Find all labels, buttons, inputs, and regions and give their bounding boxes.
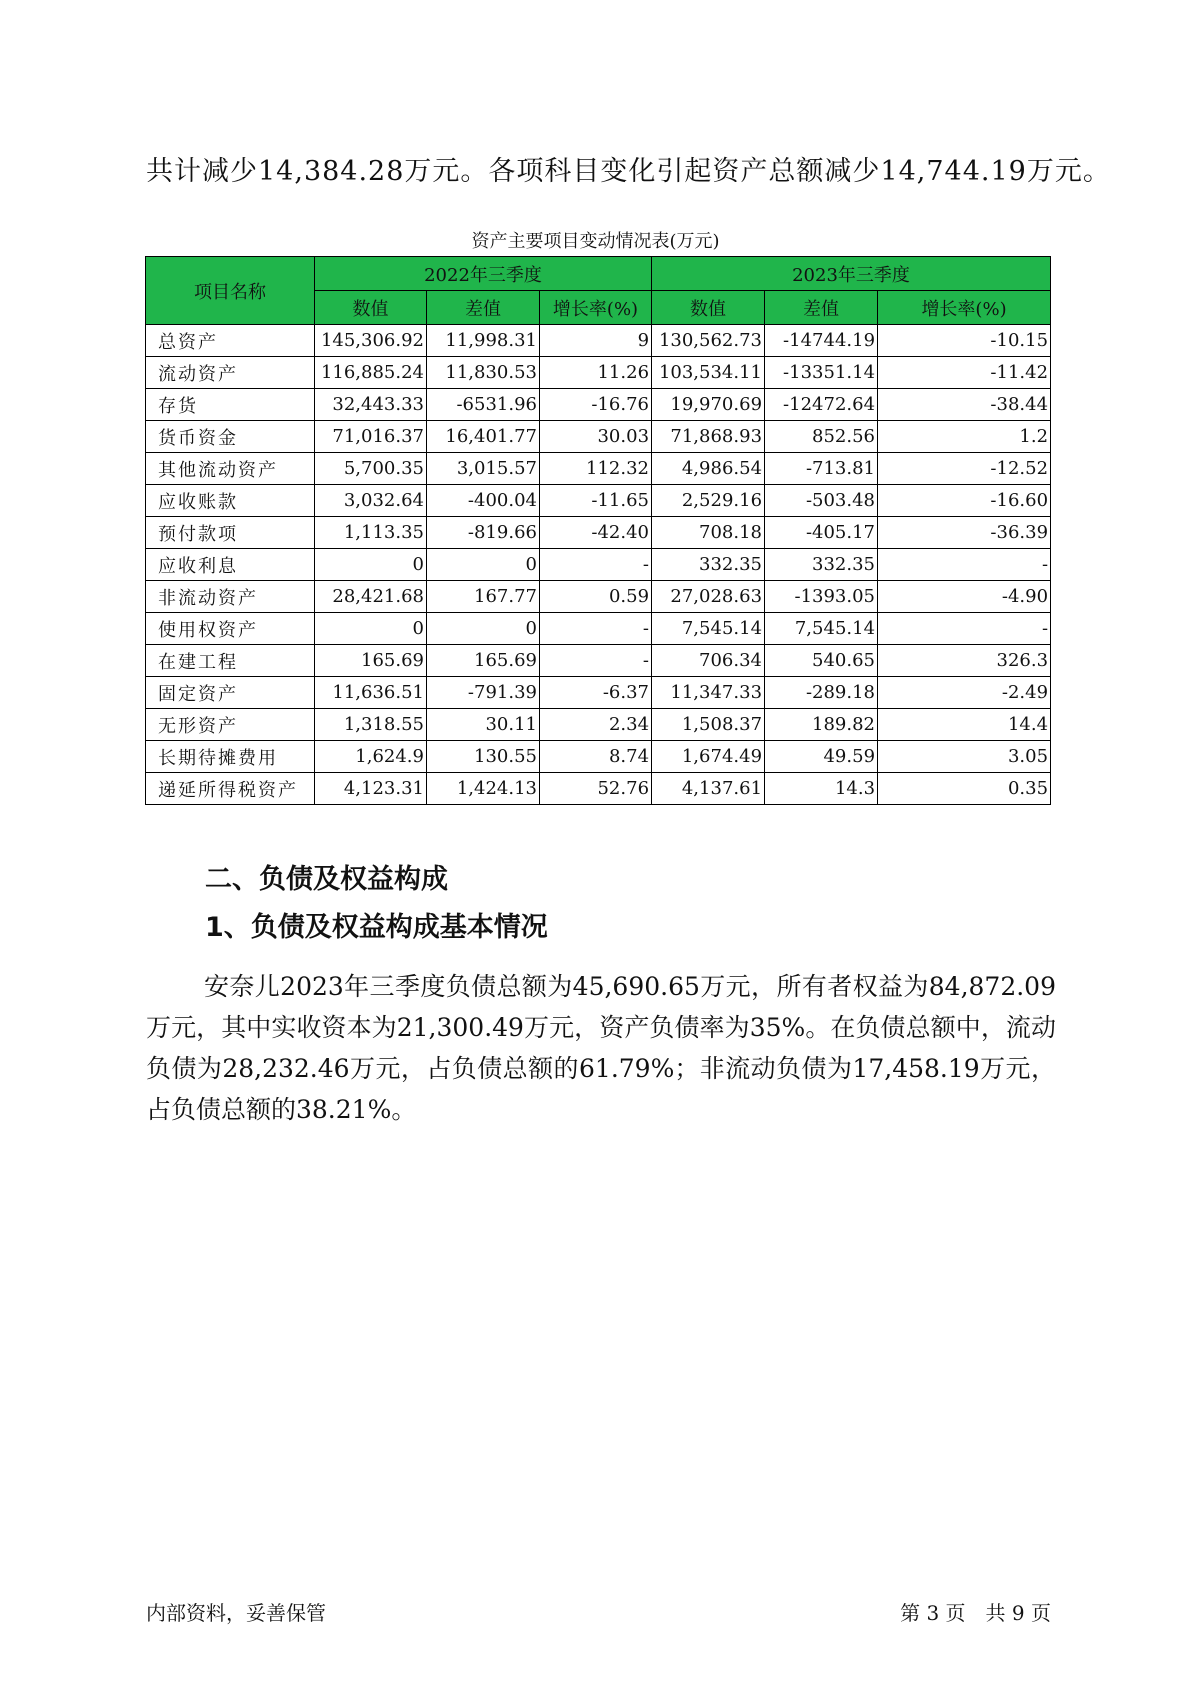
header-period-2022: 2022年三季度 [315, 257, 652, 291]
table-cell: 540.65 [765, 645, 878, 677]
table-cell: -6.37 [540, 677, 652, 709]
table-cell: 852.56 [765, 421, 878, 453]
table-cell: 4,123.31 [315, 773, 427, 805]
table-cell: 3,032.64 [315, 485, 427, 517]
table-cell: 11,347.33 [652, 677, 765, 709]
table-cell: 3,015.57 [427, 453, 540, 485]
table-cell: - [540, 549, 652, 581]
table-row [146, 741, 1051, 773]
table-cell: -42.40 [540, 517, 652, 549]
table-cell: 1,318.55 [315, 709, 427, 741]
header-sub-diff: 差值 [427, 291, 540, 325]
table-row [146, 357, 1051, 389]
table-cell: 1,508.37 [652, 709, 765, 741]
row-item-name: 预付款项 [146, 517, 315, 549]
table-cell: 32,443.33 [315, 389, 427, 421]
body-paragraph: 安奈儿2023年三季度负债总额为45,690.65万元，所有者权益为84,872.09万元，其中实收资本为21,300.49万元，资产负债率为35%。在负债总额中，流动负债为28,232.46万元，占负债总额的61.79%；非流动负债为17,458.19万元，占负债总额的38.21%。 [146, 972, 1056, 1124]
table-cell: 165.69 [427, 645, 540, 677]
table-row [146, 645, 1051, 677]
table-cell: 1,424.13 [427, 773, 540, 805]
table-cell: 11,830.53 [427, 357, 540, 389]
table-cell: 332.35 [652, 549, 765, 581]
table-cell: -4.90 [878, 581, 1051, 613]
table-cell: -36.39 [878, 517, 1051, 549]
table-cell: 145,306.92 [315, 325, 427, 357]
header-item-name: 项目名称 [146, 257, 315, 325]
table-cell: -1393.05 [765, 581, 878, 613]
table-cell: -2.49 [878, 677, 1051, 709]
table-cell: 165.69 [315, 645, 427, 677]
table-cell: 14.3 [765, 773, 878, 805]
table-cell: - [878, 613, 1051, 645]
table-cell: 167.77 [427, 581, 540, 613]
table-cell: 9 [540, 325, 652, 357]
header-sub-growth: 增长率(%) [540, 291, 652, 325]
table-cell: 2,529.16 [652, 485, 765, 517]
footer-page-number: 第 3 页 共 9 页 [900, 1601, 1051, 1625]
table-cell: -11.65 [540, 485, 652, 517]
table-cell: -400.04 [427, 485, 540, 517]
table-cell: - [540, 613, 652, 645]
table-cell: 5,700.35 [315, 453, 427, 485]
row-item-name: 非流动资产 [146, 581, 315, 613]
table-cell: 0 [315, 549, 427, 581]
table-cell: 11,636.51 [315, 677, 427, 709]
row-item-name: 无形资产 [146, 709, 315, 741]
footer-confidential: 内部资料，妥善保管 [146, 1601, 326, 1625]
table-cell: -16.60 [878, 485, 1051, 517]
table-cell: 1.2 [878, 421, 1051, 453]
table-cell: 8.74 [540, 741, 652, 773]
table-cell: -503.48 [765, 485, 878, 517]
table-row [146, 677, 1051, 709]
table-row [146, 517, 1051, 549]
table-cell: 71,016.37 [315, 421, 427, 453]
table-caption: 资产主要项目变动情况表(万元) [471, 231, 720, 252]
table-cell: 103,534.11 [652, 357, 765, 389]
table-cell: 7,545.14 [765, 613, 878, 645]
row-item-name: 固定资产 [146, 677, 315, 709]
table-body [146, 325, 1051, 805]
table-row [146, 549, 1051, 581]
table-cell: 14.4 [878, 709, 1051, 741]
table-cell: 11.26 [540, 357, 652, 389]
row-item-name: 使用权资产 [146, 613, 315, 645]
table-cell: 49.59 [765, 741, 878, 773]
row-item-name: 应收利息 [146, 549, 315, 581]
table-cell: -14744.19 [765, 325, 878, 357]
table-cell: 130.55 [427, 741, 540, 773]
table-row [146, 581, 1051, 613]
table-cell: 0.59 [540, 581, 652, 613]
table-row [146, 389, 1051, 421]
table-row [146, 421, 1051, 453]
table-cell: -819.66 [427, 517, 540, 549]
row-item-name: 流动资产 [146, 357, 315, 389]
table-cell: 1,674.49 [652, 741, 765, 773]
table-cell: -38.44 [878, 389, 1051, 421]
table-row [146, 485, 1051, 517]
table-row [146, 325, 1051, 357]
table-cell: 4,986.54 [652, 453, 765, 485]
table-cell: 112.32 [540, 453, 652, 485]
table-cell: 7,545.14 [652, 613, 765, 645]
row-item-name: 在建工程 [146, 645, 315, 677]
table-cell: 706.34 [652, 645, 765, 677]
table-cell: 0 [427, 549, 540, 581]
table-cell: -12472.64 [765, 389, 878, 421]
table-cell: 27,028.63 [652, 581, 765, 613]
asset-change-table [145, 256, 1051, 805]
table-cell: - [878, 549, 1051, 581]
table-cell: 52.76 [540, 773, 652, 805]
row-item-name: 应收账款 [146, 485, 315, 517]
header-period-2023: 2023年三季度 [652, 257, 1051, 291]
section-heading: 二、负债及权益构成 [205, 864, 448, 895]
row-item-name: 长期待摊费用 [146, 741, 315, 773]
table-cell: -16.76 [540, 389, 652, 421]
table-cell: -791.39 [427, 677, 540, 709]
row-item-name: 存货 [146, 389, 315, 421]
table-cell: - [540, 645, 652, 677]
table-cell: 0 [427, 613, 540, 645]
table-row [146, 773, 1051, 805]
table-cell: 16,401.77 [427, 421, 540, 453]
table-cell: -289.18 [765, 677, 878, 709]
table-cell: 4,137.61 [652, 773, 765, 805]
table-cell: 0.35 [878, 773, 1051, 805]
header-sub-growth: 增长率(%) [878, 291, 1051, 325]
table-cell: 332.35 [765, 549, 878, 581]
row-item-name: 总资产 [146, 325, 315, 357]
header-sub-value: 数值 [315, 291, 427, 325]
table-cell: -13351.14 [765, 357, 878, 389]
table-cell: 28,421.68 [315, 581, 427, 613]
table-row [146, 613, 1051, 645]
table-cell: -11.42 [878, 357, 1051, 389]
header-sub-diff: 差值 [765, 291, 878, 325]
table-cell: 189.82 [765, 709, 878, 741]
table-cell: 116,885.24 [315, 357, 427, 389]
table-cell: -10.15 [878, 325, 1051, 357]
table-cell: 708.18 [652, 517, 765, 549]
table-cell: 3.05 [878, 741, 1051, 773]
row-item-name: 递延所得税资产 [146, 773, 315, 805]
table-cell: 11,998.31 [427, 325, 540, 357]
table-cell: 2.34 [540, 709, 652, 741]
row-item-name: 其他流动资产 [146, 453, 315, 485]
table-cell: -12.52 [878, 453, 1051, 485]
table-cell: 1,113.35 [315, 517, 427, 549]
table-cell: 19,970.69 [652, 389, 765, 421]
table-cell: 71,868.93 [652, 421, 765, 453]
table-row [146, 453, 1051, 485]
table-cell: 326.3 [878, 645, 1051, 677]
intro-text: 共计减少14,384.28万元。各项科目变化引起资产总额减少14,744.19万元。 [146, 156, 1111, 187]
table-cell: 130,562.73 [652, 325, 765, 357]
table-cell: 0 [315, 613, 427, 645]
table-cell: -405.17 [765, 517, 878, 549]
row-item-name: 货币资金 [146, 421, 315, 453]
subsection-heading: 1、负债及权益构成基本情况 [205, 912, 548, 943]
table-cell: 1,624.9 [315, 741, 427, 773]
table-cell: -713.81 [765, 453, 878, 485]
header-sub-value: 数值 [652, 291, 765, 325]
table-cell: 30.03 [540, 421, 652, 453]
table-cell: -6531.96 [427, 389, 540, 421]
table-row [146, 709, 1051, 741]
table-cell: 30.11 [427, 709, 540, 741]
